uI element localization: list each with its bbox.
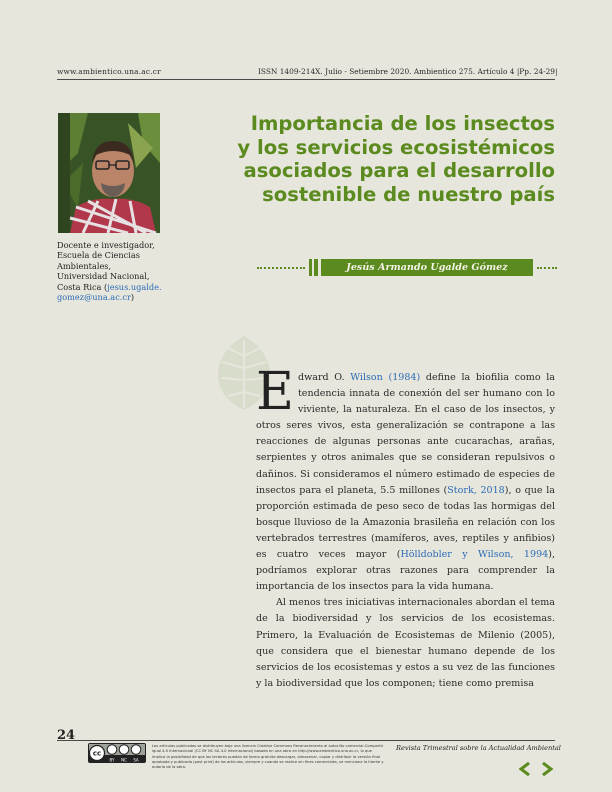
- bio-line: Universidad Nacional,: [57, 271, 150, 282]
- license-text: Los artículos publicados se distribuyen bajo una licencia Creative Commons Reconocimiento al autor-No comercial-Compartir igual 4.0 Internacional (CC BY NC SA 4.0 Internacional) basada en una obra en http://www.ambientico.una.ac.cr, lo que implica la posibilidad de que los lectores puedan de forma gratuita descargar, almacenar, copiar y distribuir la versión final aprobada y publicada (post print) de los artículos, siempre y cuando se realice sin fines comerciales, se mencione la fuente y autoría de la obra.: [152, 744, 384, 770]
- citation-link[interactable]: Stork, 2018: [447, 484, 505, 496]
- drop-cap: E: [256, 362, 294, 422]
- page-number: 24: [57, 728, 76, 743]
- prev-page-icon[interactable]: [518, 761, 532, 777]
- next-page-icon[interactable]: [540, 761, 554, 777]
- paragraph-text: ), podríamos explorar otras razones para comprender la importancia de los insectos para la vida humana.: [256, 549, 555, 593]
- bio-country: Costa Rica (: [57, 281, 108, 292]
- author-name: Jesús Armando Ugalde Gómez: [321, 259, 533, 276]
- title-line: sostenible de nuestro país: [262, 182, 555, 206]
- paragraph-text: define la biofilia como la tendencia innata de conexión del ser humano con lo viviente, la naturaleza. En el caso de los insectos, y otros seres vivos, esta generalización se contrapone a las reacciones de algunas personas ante cucarachas, arañas, serpientes y otros animales que se consideran repulsivos o dañinos. Si consideramos el número estimado de especies de insectos para el planeta, 5.5 millones (: [256, 372, 555, 496]
- journal-name: Revista Trimestral sobre la Actualidad Ambiental: [396, 744, 561, 752]
- header-divider: [57, 79, 555, 80]
- paragraph-text: ), o que la proporción estimada de peso seco de todas las hormigas del bosque lluvioso de la Amazonia brasileña en relación con los vertebrados terrestres (mamíferos, aves, reptiles y anfibios) es cuatro veces mayor (: [256, 484, 555, 561]
- bio-line: Docente e investigador,: [57, 240, 155, 250]
- paragraph-text: dward O.: [297, 372, 351, 383]
- author-bar-dots-right: [537, 267, 557, 269]
- title-line: asociados para el desarrollo: [243, 159, 555, 182]
- cc-license-badge[interactable]: [88, 743, 146, 763]
- article-body: [256, 362, 555, 692]
- by-icon: BY: [109, 757, 115, 763]
- author-photo: [58, 113, 160, 233]
- author-bar-accent: [314, 259, 318, 276]
- title-line: y los servicios ecosistémicos: [237, 135, 555, 159]
- bio-line: Escuela de Ciencias: [57, 250, 140, 261]
- sa-icon: SA: [133, 757, 139, 763]
- title-line: Importancia de los insectos: [250, 112, 555, 135]
- citation-link[interactable]: Hölldobler y Wilson, 1994: [400, 549, 549, 561]
- author-bar-accent: [309, 259, 312, 276]
- site-url[interactable]: www.ambientico.una.ac.cr: [57, 67, 161, 76]
- cc-icon: cc: [92, 749, 102, 758]
- citation-link[interactable]: Wilson (1984): [350, 372, 421, 383]
- paragraph: Al menos tres iniciativas internacionales abordan el tema de la biodiversidad y los servicios de los ecosistemas. Primero, la Evaluación de Ecosistemas de Milenio (2005), que considera que el bienestar humano depende de los servicios de los ecosistemas y estos a su vez de las funciones y la biodiversidad que los componen; tiene como premisa: [256, 597, 555, 689]
- author-email-link[interactable]: jesus.ugalde.: [107, 281, 162, 292]
- bio-line: Ambientales,: [57, 260, 112, 271]
- paragraph: [256, 362, 555, 595]
- author-bio: [57, 240, 167, 302]
- author-email-link[interactable]: gomez@una.ac.cr: [57, 292, 131, 303]
- issn-line: ISSN 1409-214X. Julio - Setiembre 2020. Ambientico 275. Artículo 4 |Pp. 24-29|: [258, 67, 558, 76]
- bio-close-paren: ): [130, 292, 135, 303]
- bio-line: [57, 282, 167, 292]
- bio-line: [57, 292, 167, 302]
- author-bar-dots-left: [257, 267, 305, 269]
- footer-divider: [57, 740, 555, 741]
- article-title: [225, 112, 555, 206]
- nc-icon: NC: [121, 757, 127, 763]
